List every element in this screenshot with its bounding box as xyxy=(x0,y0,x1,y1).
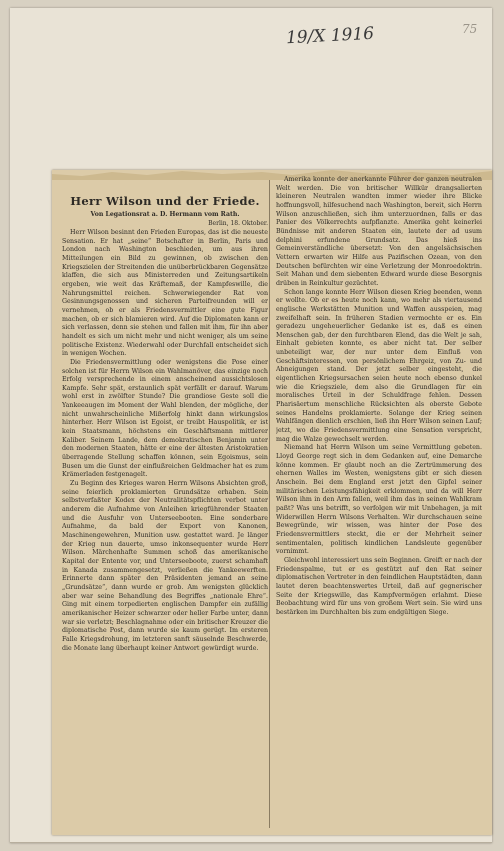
archive-sheet xyxy=(10,8,492,843)
article-left-column xyxy=(62,184,268,653)
article-paragraph: Niemand hat Herrn Wilson um seine Vermittlung gebeten. Lloyd George regt sich in dem Gedanken auf, eine Demarche könne kommen. Er glaubt noch an die Zertrümmerung des ehernen Walles im Westen, wenigstens gibt er sich diesen Anschein. Bei dem England erst jetzt den Gipfel seiner militärischen Leistungsfähigkeit erklommen, und da will Herr Wilson ihm in den Arm fallen, weil ihm das in seinen Wahlkram paßt? Was uns betrifft, so verfolgen wir mit Unbehagen, ja mit Widerwillen Herrn Wilsons Verhalten. Wir durchschauen seine Bewegründe, wir wissen, was hinter der Pose des Friedensvermittlers steckt, die er der Mehrheit seiner sentimentalen, politisch kindlichen Landsleute gegenüber vornimmt. xyxy=(276,444,482,556)
article-paragraph: Gleichwohl interessiert uns sein Beginnen. Greift er nach der Friedenspalme, tut er es gestützt auf den Rat seiner diplomatischen Vertreter in den feindlichen Hauptstädten, dann lautet deren beachtenswertes Urteil, daß auf gegnerischer Seite der Kriegswille, das Kampfvermögen erlahmt. Diese Beobachtung wird für uns von großem Wert sein. Sie wird uns bestärken im Durchhalten bis zum endgültigen Siege. xyxy=(276,556,482,616)
article-headline: Herr Wilson und der Friede. xyxy=(70,194,260,208)
article-byline: Von Legationsrat a. D. Hermann vom Rath. xyxy=(90,211,240,218)
article-paragraph: Die Friedensvermittlung oder wenigstens die Pose einer solchen ist für Herrn Wilson ein Wahlmanöver, das einzige noch Erfolg versprechende in einem anscheinend aussichtslosen Kampfe. Sehr spät, erstaunlich spät verfällt er darauf. Warum wohl erst in zwölfter Stunde? Die grandiose Geste soll die Yankeeaugen im Moment der Wahl blenden, der mögliche, der nicht unwahrscheinliche Mißerfolg hinkt dann wirkungslos hinterher. Herr Wilson ist Egoist, er treibt Hauspolitik, er ist kein Staatsmann, höchstens ein Geschäftsmann mittlerer Kaliber. Seinem Lande, dem demokratischen Benjamin unter den modernen Staaten, hätte er eine der ältesten Aristokratien überragende Stellung schaffen können, sein Egoismus, sein Busen um die Gunst der einflußreichen Geldmacher hat es zum Krämerladen festgenagelt. xyxy=(62,358,268,479)
article-paragraph: Amerika konnte der anerkannte Führer der ganzen neutralen Welt werden. Die von britischer Willkür drangsalierten kleineren Neutralen wandten immer wieder ihre Blicke hoffnungsvoll, hilfesuchend nach Washington, bereit, sich Herrn Wilson anzuschließen, sich ihm unterzuordnen, falls er das Panier des Völkerrechts aufpflanzte. Amerika geht keinerlei Bündnisse mit anderen Staaten ein, lautete der ad usum delphini erfundene Grundsatz. Das hieß ins Gemeinverständliche übersetzt: Von den angelsächsischen Vettern erwarten wir Hilfe aus Pazifischen Ozean, von den Deutschen befürchten wir eine Verletzung der Monroedoktrin. Seit Mahan und dem siebenten Edward wurde diese Besorgnis drüben in Reinkultur gezüchtet. xyxy=(276,176,482,287)
article-right-column xyxy=(276,176,482,617)
column-divider xyxy=(269,180,270,828)
article-paragraph: Schon lange konnte Herr Wilson diesen Krieg beenden, wenn er wollte. Ob er es heute noch kann, wo mehr als viertausend englische Werkstätten Munition und Waffen ausspeien, mag zweifelhaft sein. In früheren Stadien vermochte er es. Ein geradezu ungeheuerlicher Gedanke ist es, daß es einen Menschen gab, der den furchtbaren Elend, das die Welt je sah, Einhalt gebieten konnte, es aber nicht tat. Der selber unbeteiligt war, der nur unter dem Einfluß von Geschäftsinteressen, von persönlichem Ehrgeiz, von Zu- und Abneigungen stand. Der jetzt selber eingesteht, die eigentlichen Kriegsursachen seien heute noch ebenso dunkel wie die Kriegsziele, dem also die Grundlagen für ein moralisches Urteil in der Schuldfrage fehlen. Dessen Pharisäertum menschliche Rücksichten als oberste Gebote seines Handelns proklamierte. Solange der Krieg seinen Wahlfängen dienlich erschien, ließ ihn Herr Wilson seinen Lauf; jetzt, wo die Friedensvermittlung eine Sensation verspricht, mag die Walze gewechselt werden. xyxy=(276,288,482,443)
archive-number: 75 xyxy=(462,22,478,36)
sheet-bottom-edge xyxy=(10,842,492,843)
article-dateline: Berlin, 18. Oktober. xyxy=(208,220,268,227)
handwritten-date: 19/X 1916 xyxy=(285,23,375,49)
newspaper-clipping xyxy=(52,170,492,835)
article-paragraph: Herr Wilson besinnt den Frieden Europas, das ist die neueste Sensation. Er hat „seine“ Botschafter in Berlin, Paris und London nach Washington beschieden, um aus ihren Mitteilungen ein Bild zu gewinnen, ob zwischen den Kriegszielen der Streitenden die unüberbrückbaren Gegensätze klaffen, die sich aus Ministerreden und Zeitungsartikeln ergeben, wie weit das Kräftemaß, der Kampfeswille, die Nahrungsmittel reichen. Schwerwiegender Rat von Gesinnungsgenossen und sicheren Parteifreunden will er vernehmen, ob er als Friedensvermittler eine gute Figur machen, ob er sich blamieren wird. Auf die Diplomaten kann er sich verlassen, denn sie stehen und fallen mit ihm, für ihn aber handelt es sich um nicht mehr und nicht weniger, als um seine politische Existenz. Wiederwahl oder Durchfall entscheidet sich in wenigen Wochen. xyxy=(62,229,268,358)
article-paragraph: Zu Beginn des Krieges waren Herrn Wilsons Absichten groß, seine feierlich proklamierten Grundsätze erhaben. Sein selbstverfaßter Kodex der Neutralitätspflichten verbot unter anderem die Aufnahme von Anleihen kriegführender Staaten und die Ausfuhr von Unterseebooten. Eine sonderbare Aufnahme, da bald der Export von Kanonen, Maschinengewehren, Munition usw. gestattet ward. Je länger der Krieg nun dauerte, umso inkonsequenter wurde Herr Wilson. Märchenhafte Summen schoß das amerikanische Kapital der Entente vor, und Unterseeboote, zuerst schamhaft in Kanada zusammengesetzt, verließen die Yankeewerften. Erinnerte dann später den Präsidenten jemand an seine „Grundsätze“, dann wurde er grob. Am wenigsten glücklich aber war seine Behandlung des Begriffes „nationale Ehre“. Ging mit einem torpedierten englischen Dampfer ein zufällig amerikanischer Heizer schwarzer oder heller Farbe unter, dann war sie verletzt; Beschlagnahme oder ein britischer Kreuzer die diplomatische Post, dann wurde sie kaum gerügt. Im ersteren Falle Kriegsdrohung, im letzteren sanft säuselnde Beschwerde, die Monate lang überhaupt keiner Antwort gewürdigt wurde. xyxy=(62,480,268,652)
